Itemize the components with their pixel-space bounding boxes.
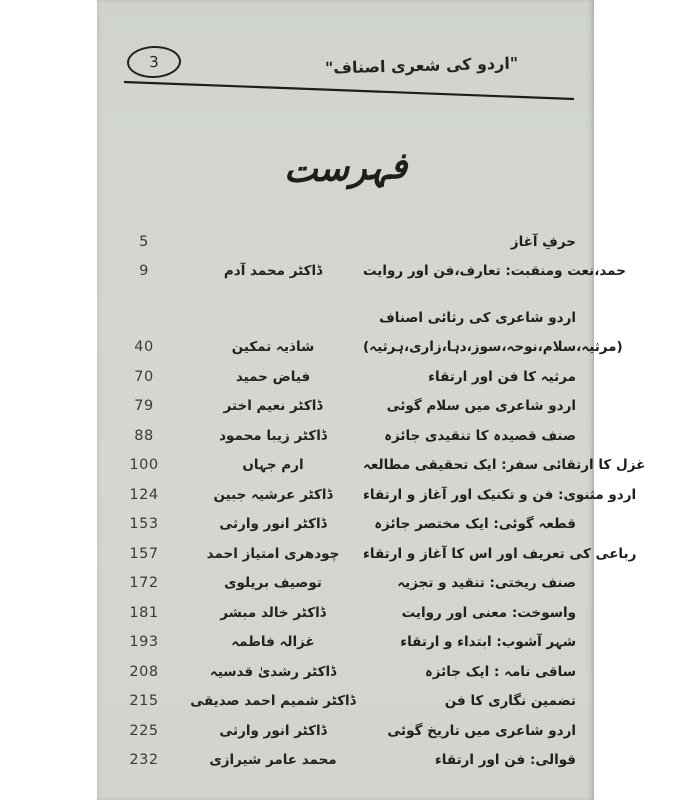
page-number: 3 bbox=[148, 52, 160, 72]
toc-title: صنف ریختی: تنقید و تجزیہ bbox=[397, 575, 576, 592]
toc-title: قوالی: فن اور ارتقاء bbox=[434, 752, 576, 769]
toc-row bbox=[105, 569, 576, 599]
scanned-book-page bbox=[97, 0, 646, 800]
toc-row bbox=[105, 687, 576, 717]
toc-author: توصیف بریلوی bbox=[224, 575, 322, 592]
toc-page-number: 157 bbox=[129, 545, 159, 562]
toc-row bbox=[105, 716, 576, 746]
toc-row bbox=[105, 451, 646, 481]
page-number-badge bbox=[126, 45, 181, 79]
toc-row bbox=[105, 539, 637, 569]
toc-page-number: 232 bbox=[129, 752, 159, 769]
contents-heading: فہرست bbox=[282, 145, 409, 192]
toc-row bbox=[105, 746, 576, 776]
toc-row bbox=[105, 257, 626, 287]
toc-author: ڈاکٹر شمیم احمد صدیقی bbox=[190, 693, 356, 710]
toc-row bbox=[105, 421, 576, 451]
toc-page-number: 225 bbox=[129, 722, 159, 739]
book-title: "اردو کی شعری اصناف" bbox=[324, 53, 519, 78]
toc-author: ڈاکٹر زیبا محمود bbox=[219, 427, 327, 444]
toc-title: اردو شاعری میں سلام گوئی bbox=[386, 398, 576, 415]
toc-page-number: 193 bbox=[129, 634, 159, 651]
toc-title: واسوخت: معنی اور روایت bbox=[401, 604, 576, 621]
toc-title: شہر آشوب: ابتداء و ارتقاء bbox=[400, 634, 576, 651]
toc-page-number: 208 bbox=[129, 663, 159, 680]
toc-title: قطعہ گوئی: ایک مختصر جائزہ bbox=[374, 516, 576, 533]
toc-title: صنف قصیدہ کا تنقیدی جائزہ bbox=[384, 427, 576, 444]
toc-page-number: 172 bbox=[129, 575, 159, 592]
table-of-contents bbox=[105, 227, 646, 775]
toc-author: چودھری امتیاز احمد bbox=[206, 545, 340, 562]
toc-title: حرفِ آغاز bbox=[510, 233, 576, 250]
toc-row bbox=[105, 333, 623, 363]
toc-author: ڈاکٹر عرشیہ جبین bbox=[213, 486, 333, 503]
toc-row bbox=[105, 227, 576, 257]
toc-page-number: 9 bbox=[139, 263, 149, 280]
toc-page-number: 215 bbox=[129, 693, 159, 710]
toc-author: فیاض حمید bbox=[235, 368, 311, 385]
toc-author: ڈاکٹر خالد مبشر bbox=[220, 604, 326, 621]
toc-row bbox=[105, 657, 576, 687]
toc-author: غزالہ فاطمہ bbox=[231, 634, 315, 651]
toc-author: محمد عامر شیرازی bbox=[209, 752, 337, 769]
toc-page-number: 100 bbox=[129, 457, 159, 474]
toc-page-number: 124 bbox=[129, 486, 159, 503]
toc-row bbox=[105, 510, 576, 540]
toc-author: ڈاکٹر نعیم اختر bbox=[223, 398, 323, 415]
toc-page-number: 5 bbox=[139, 233, 149, 250]
toc-author: ڈاکٹر رشدیٰ قدسیہ bbox=[209, 663, 337, 680]
toc-title: حمد،نعت ومنقبت: تعارف،فن اور روایت bbox=[363, 263, 626, 280]
toc-author: ڈاکٹر انور وارثی bbox=[219, 516, 327, 533]
toc-title: (مرثیہ،سلام،نوحہ،سوز،دہا،زاری،ہرثیہ) bbox=[363, 339, 623, 356]
toc-row bbox=[105, 362, 576, 392]
toc-author: ڈاکٹر انور وارثی bbox=[219, 722, 327, 739]
toc-title: ساقی نامہ : ایک جائزہ bbox=[424, 663, 576, 680]
toc-title: اردو مثنوی: فن و تکنیک اور آغاز و ارتقاء bbox=[363, 486, 637, 503]
toc-title: تضمین نگاری کا فن bbox=[444, 693, 576, 710]
toc-author: ارم جہاں bbox=[242, 457, 304, 474]
toc-title: اردو شاعری میں تاریخ گوئی bbox=[387, 722, 576, 739]
toc-title: اردو شاعری کی رثائی اصناف bbox=[379, 309, 576, 326]
toc-row bbox=[105, 480, 637, 510]
toc-page-number: 88 bbox=[134, 427, 154, 444]
toc-row bbox=[105, 392, 576, 422]
toc-page-number: 70 bbox=[134, 368, 154, 385]
toc-page-number: 40 bbox=[134, 339, 154, 356]
toc-row-group-heading bbox=[105, 303, 576, 333]
toc-title: رباعی کی تعریف اور اس کا آغاز و ارتقاء bbox=[363, 545, 637, 562]
toc-row bbox=[105, 628, 576, 658]
toc-author: شاذیہ تمکین bbox=[231, 339, 315, 356]
toc-author: ڈاکٹر محمد آدم bbox=[223, 263, 323, 280]
toc-title: مرثیہ کا فن اور ارتقاء bbox=[428, 368, 576, 385]
toc-page-number: 79 bbox=[134, 398, 154, 415]
toc-row bbox=[105, 598, 576, 628]
toc-title: غزل کا ارتقائی سفر: ایک تحقیقی مطالعہ bbox=[363, 457, 646, 474]
toc-page-number: 153 bbox=[129, 516, 159, 533]
toc-page-number: 181 bbox=[129, 604, 159, 621]
